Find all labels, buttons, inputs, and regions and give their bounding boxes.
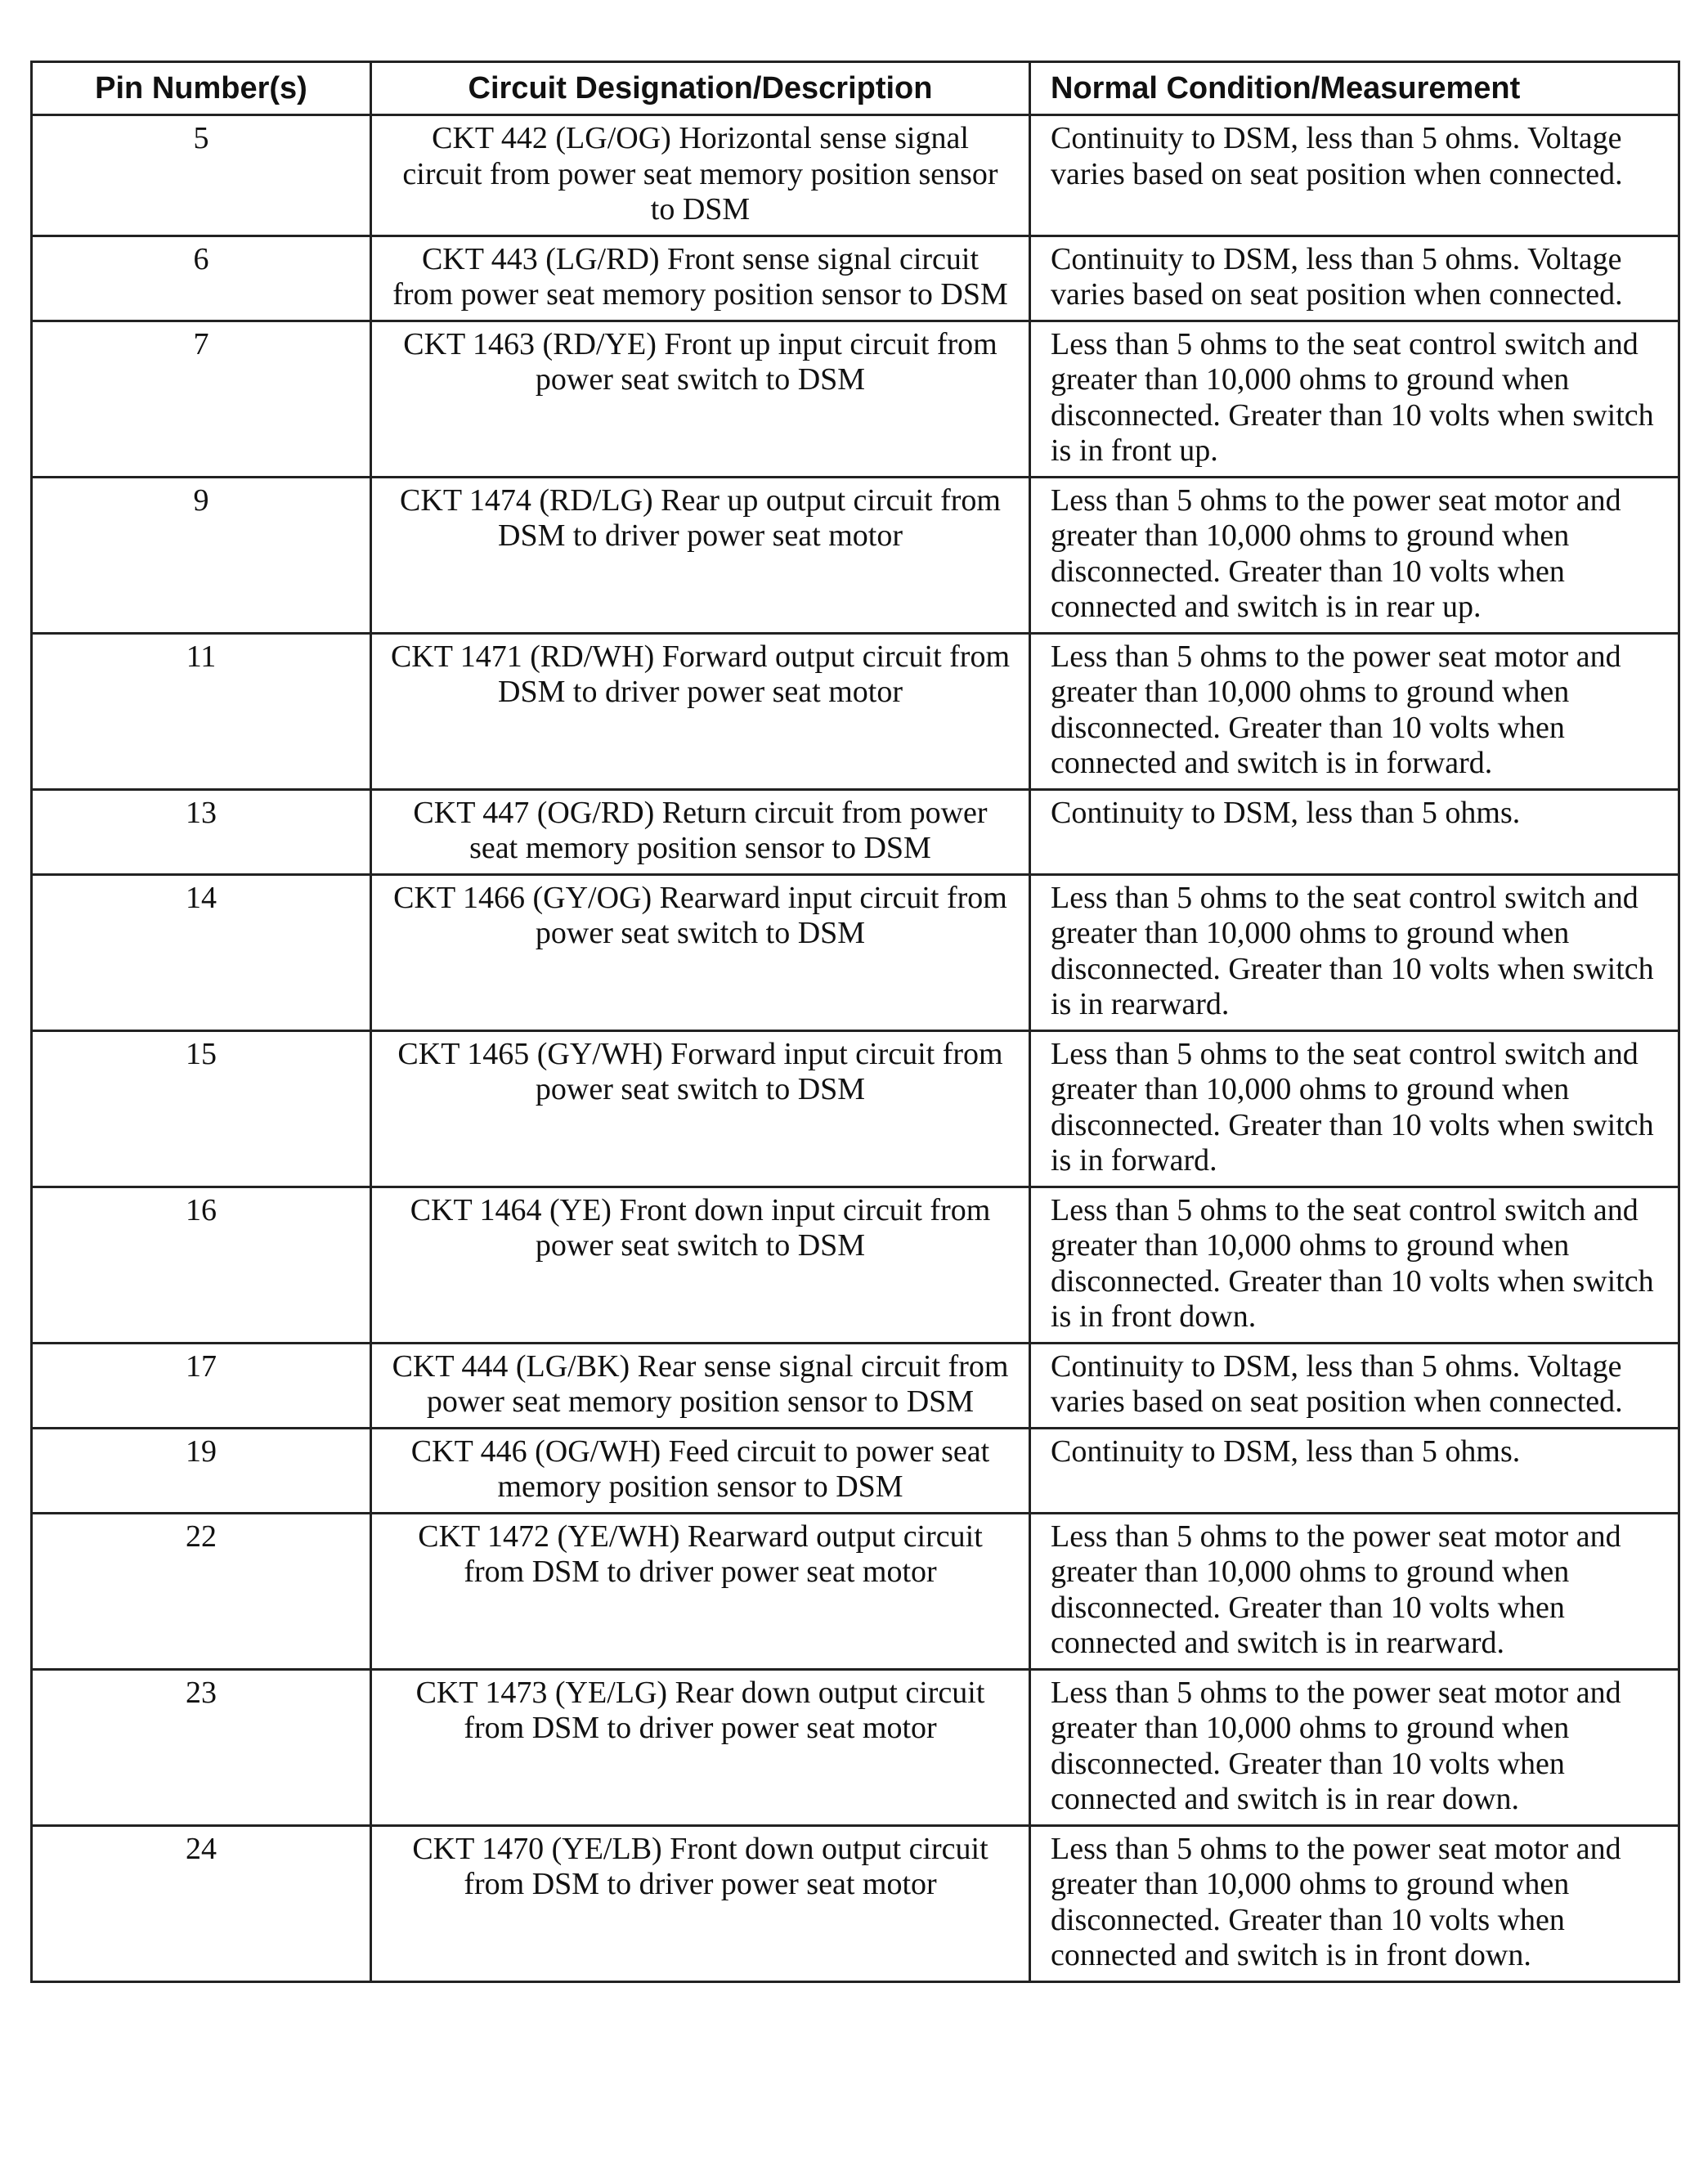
- pin-number-cell: 5: [32, 115, 371, 236]
- table-row: [32, 1669, 1679, 1825]
- pin-number-cell: 9: [32, 477, 371, 633]
- normal-condition-cell: Less than 5 ohms to the power seat motor and greater than 10,000 ohms to ground when disconnected. Greater than 10 volts when connected and switch is in rear up.: [1030, 477, 1679, 633]
- pin-number-cell: 17: [32, 1343, 371, 1428]
- circuit-description-cell: CKT 1464 (YE) Front down input circuit from power seat switch to DSM: [371, 1187, 1030, 1343]
- normal-condition-cell: Less than 5 ohms to the power seat motor and greater than 10,000 ohms to ground when disconnected. Greater than 10 volts when connected and switch is in rear down.: [1030, 1669, 1679, 1825]
- circuit-description-cell: CKT 442 (LG/OG) Horizontal sense signal circuit from power seat memory position sensor to DSM: [371, 115, 1030, 236]
- table-row: [32, 477, 1679, 633]
- header-circuit-description: Circuit Designation/Description: [371, 62, 1030, 115]
- circuit-description-cell: CKT 1472 (YE/WH) Rearward output circuit from DSM to driver power seat motor: [371, 1513, 1030, 1669]
- normal-condition-cell: Less than 5 ohms to the seat control switch and greater than 10,000 ohms to ground when disconnected. Greater than 10 volts when switch is in rearward.: [1030, 874, 1679, 1030]
- circuit-description-cell: CKT 1474 (RD/LG) Rear up output circuit from DSM to driver power seat motor: [371, 477, 1030, 633]
- circuit-description-cell: CKT 1465 (GY/WH) Forward input circuit from power seat switch to DSM: [371, 1030, 1030, 1187]
- pin-number-cell: 11: [32, 633, 371, 789]
- circuit-description-cell: CKT 444 (LG/BK) Rear sense signal circuit from power seat memory position sensor to DSM: [371, 1343, 1030, 1428]
- pin-number-cell: 23: [32, 1669, 371, 1825]
- pin-table: [30, 61, 1680, 1983]
- normal-condition-cell: Continuity to DSM, less than 5 ohms. Voltage varies based on seat position when connected.: [1030, 115, 1679, 236]
- circuit-description-cell: CKT 446 (OG/WH) Feed circuit to power seat memory position sensor to DSM: [371, 1428, 1030, 1513]
- pin-number-cell: 7: [32, 321, 371, 477]
- pin-number-cell: 6: [32, 236, 371, 321]
- table-row: [32, 321, 1679, 477]
- normal-condition-cell: Less than 5 ohms to the power seat motor and greater than 10,000 ohms to ground when disconnected. Greater than 10 volts when connected and switch is in forward.: [1030, 633, 1679, 789]
- circuit-description-cell: CKT 1466 (GY/OG) Rearward input circuit from power seat switch to DSM: [371, 874, 1030, 1030]
- normal-condition-cell: Continuity to DSM, less than 5 ohms.: [1030, 1428, 1679, 1513]
- circuit-description-cell: CKT 443 (LG/RD) Front sense signal circuit from power seat memory position sensor to DSM: [371, 236, 1030, 321]
- table-row: [32, 789, 1679, 874]
- pin-number-cell: 14: [32, 874, 371, 1030]
- table-row: [32, 236, 1679, 321]
- pin-number-cell: 24: [32, 1825, 371, 1981]
- table-row: [32, 874, 1679, 1030]
- normal-condition-cell: Less than 5 ohms to the seat control switch and greater than 10,000 ohms to ground when disconnected. Greater than 10 volts when switch is in front up.: [1030, 321, 1679, 477]
- pin-number-cell: 19: [32, 1428, 371, 1513]
- circuit-description-cell: CKT 447 (OG/RD) Return circuit from power seat memory position sensor to DSM: [371, 789, 1030, 874]
- normal-condition-cell: Less than 5 ohms to the power seat motor and greater than 10,000 ohms to ground when disconnected. Greater than 10 volts when connected and switch is in rearward.: [1030, 1513, 1679, 1669]
- circuit-description-cell: CKT 1471 (RD/WH) Forward output circuit from DSM to driver power seat motor: [371, 633, 1030, 789]
- normal-condition-cell: Continuity to DSM, less than 5 ohms. Voltage varies based on seat position when connected.: [1030, 236, 1679, 321]
- table-row: [32, 115, 1679, 236]
- pin-number-cell: 15: [32, 1030, 371, 1187]
- header-row: [32, 62, 1679, 115]
- normal-condition-cell: Less than 5 ohms to the power seat motor and greater than 10,000 ohms to ground when disconnected. Greater than 10 volts when connected and switch is in front down.: [1030, 1825, 1679, 1981]
- circuit-description-cell: CKT 1463 (RD/YE) Front up input circuit from power seat switch to DSM: [371, 321, 1030, 477]
- table-row: [32, 1513, 1679, 1669]
- table-row: [32, 1030, 1679, 1187]
- normal-condition-cell: Continuity to DSM, less than 5 ohms.: [1030, 789, 1679, 874]
- header-normal-condition: Normal Condition/Measurement: [1030, 62, 1679, 115]
- normal-condition-cell: Less than 5 ohms to the seat control switch and greater than 10,000 ohms to ground when disconnected. Greater than 10 volts when switch is in forward.: [1030, 1030, 1679, 1187]
- table-row: [32, 1825, 1679, 1981]
- header-pin-numbers: Pin Number(s): [32, 62, 371, 115]
- table-row: [32, 1187, 1679, 1343]
- pin-table-container: [30, 61, 1678, 1983]
- pin-number-cell: 13: [32, 789, 371, 874]
- normal-condition-cell: Continuity to DSM, less than 5 ohms. Voltage varies based on seat position when connected.: [1030, 1343, 1679, 1428]
- table-header: [32, 62, 1679, 115]
- table-row: [32, 633, 1679, 789]
- table-body: [32, 115, 1679, 1982]
- normal-condition-cell: Less than 5 ohms to the seat control switch and greater than 10,000 ohms to ground when disconnected. Greater than 10 volts when switch is in front down.: [1030, 1187, 1679, 1343]
- table-row: [32, 1428, 1679, 1513]
- pin-number-cell: 16: [32, 1187, 371, 1343]
- circuit-description-cell: CKT 1470 (YE/LB) Front down output circuit from DSM to driver power seat motor: [371, 1825, 1030, 1981]
- pin-number-cell: 22: [32, 1513, 371, 1669]
- circuit-description-cell: CKT 1473 (YE/LG) Rear down output circuit from DSM to driver power seat motor: [371, 1669, 1030, 1825]
- table-row: [32, 1343, 1679, 1428]
